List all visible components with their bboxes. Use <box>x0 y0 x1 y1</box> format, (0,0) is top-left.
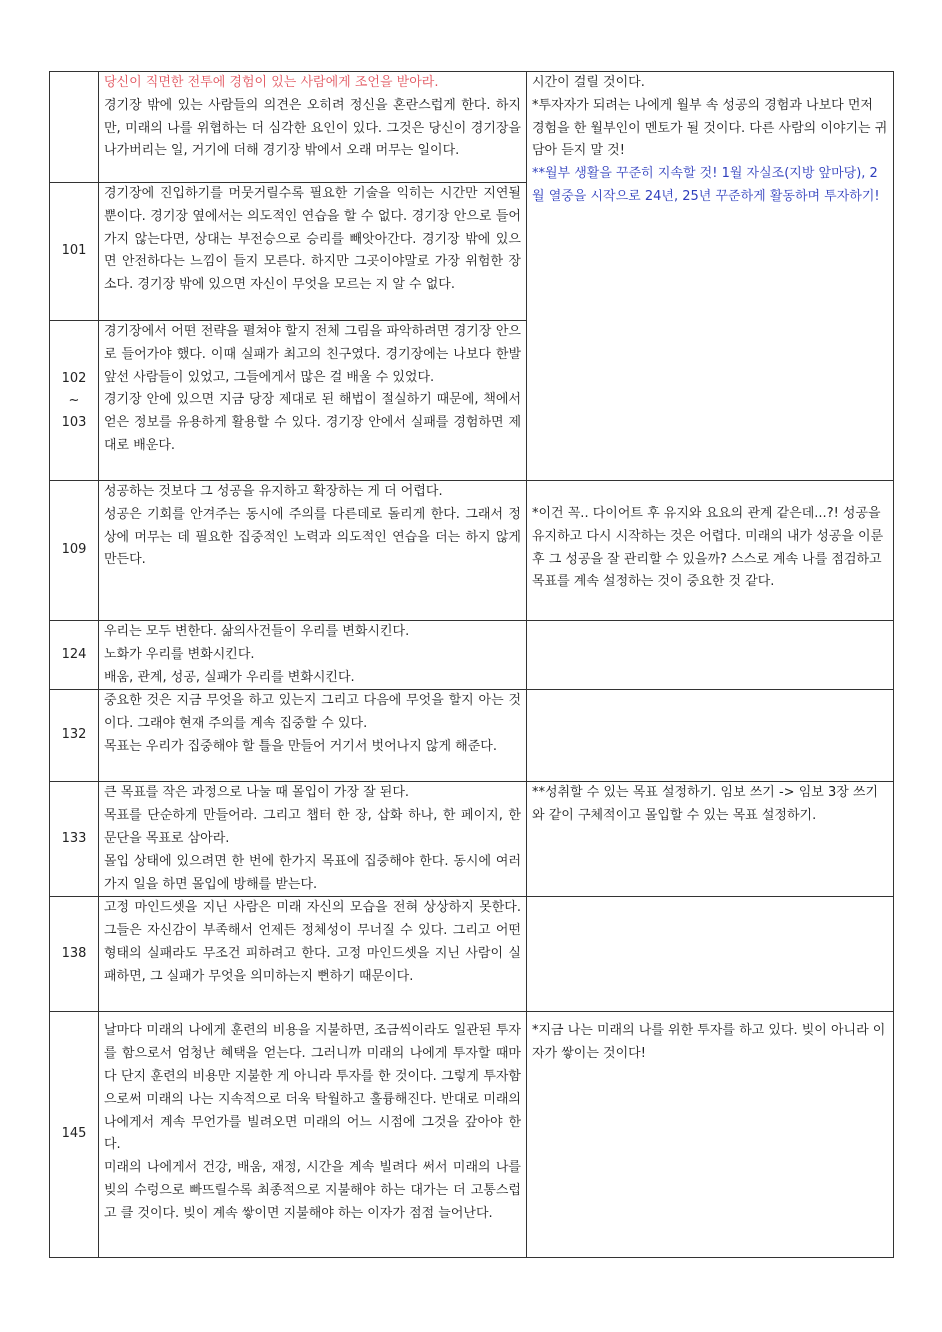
memo-paragraph: *이건 꼭.. 다이어트 후 유지와 요요의 관계 같은데...?! 성공을 유지하고 다시 시작하는 것은 어렵다. 미래의 내가 성공을 이룬 후 그 성공을 잘 관리할 수 있을까? 스스로 계속 나를 점검하고 목표를 계속 설정하는 것이 중요한 것 같다. <box>532 506 884 590</box>
quote-paragraph: 중요한 것은 지금 무엇을 하고 있는지 그리고 다음에 무엇을 할지 아는 것이다. 그래야 현재 주의를 계속 집중할 수 있다. <box>104 693 521 732</box>
memo-paragraph: **성취할 수 있는 목표 설정하기. 임보 쓰기 -> 임보 3장 쓰기와 같이 구체적이고 몰입할 수 있는 목표 설정하기. <box>532 785 879 824</box>
page-number-cell <box>50 183 99 321</box>
quote-cell <box>99 321 527 481</box>
page-number-cell <box>50 897 99 1012</box>
quote-paragraph: 미래의 나에게서 건강, 배움, 재정, 시간을 계속 빌려다 써서 미래의 나를 빚의 수렁으로 빠뜨릴수록 최종적으로 지불해야 하는 대가는 더 고통스럽고 클 것이다. 빚이 계속 쌓이면 지불해야 하는 이자가 점점 늘어난다. <box>104 1160 521 1221</box>
quote-paragraph: 우리는 모두 변한다. 삶의사건들이 우리를 변화시킨다. <box>104 624 410 639</box>
page-number-cell <box>50 72 99 183</box>
quote-cell <box>99 782 527 897</box>
quote-paragraph: 배움, 관계, 성공, 실패가 우리를 변화시킨다. <box>104 669 355 685</box>
memo-paragraph: 시간이 걸릴 것이다. <box>532 75 645 90</box>
quote-paragraph: 목표를 단순하게 만들어라. 그리고 챕터 한 장, 삽화 하나, 한 페이지, 한 문단을 목표로 삼아라. <box>104 808 521 846</box>
table-row <box>50 782 894 897</box>
page-number: 132 <box>61 727 87 743</box>
quote-cell <box>99 72 527 183</box>
quote-paragraph: 경기장 밖에 있는 사람들의 의견은 오히려 정신을 혼란스럽게 한다. 하지만, 미래의 나를 위협하는 더 심각한 요인이 있다. 그것은 당신이 경기장을 나가버리는 일, 거기에 더해 경기장 밖에서 오래 머무는 일이다. <box>104 97 521 159</box>
memo-highlight: **월부 생활을 꾸준히 지속할 것! 1월 자실조(지방 앞마당), 2월 열중을 시작으로 24년, 25년 꾸준하게 활동하며 투자하기! <box>532 166 880 204</box>
highlight-quote: 당신이 직면한 전투에 경험이 있는 사람에게 조언을 받아라. <box>104 75 439 90</box>
table-row <box>50 690 894 782</box>
page-number: 124 <box>61 646 87 662</box>
quote-cell <box>99 481 527 621</box>
page-number: 109 <box>61 542 87 558</box>
memo-cell <box>527 621 894 690</box>
reading-notes-table <box>49 71 894 1258</box>
table-row <box>50 481 894 621</box>
memo-cell <box>527 690 894 782</box>
page-number: 101 <box>61 243 87 259</box>
page-number: 138 <box>61 945 87 961</box>
quote-cell <box>99 183 527 321</box>
quote-paragraph: 경기장에서 어떤 전략을 펼쳐야 할지 전체 그림을 파악하려면 경기장 안으로 들어가야 했다. 이때 실패가 최고의 친구였다. 경기장에는 나보다 한발 앞선 사람들이 있었고, 그들에게서 많은 걸 배울 수 있었다. <box>104 324 521 385</box>
page-number-end: 103 <box>61 414 87 430</box>
quote-cell <box>99 690 527 782</box>
table-row <box>50 72 894 183</box>
memo-paragraph: *지금 나는 미래의 나를 위한 투자를 하고 있다. 빚이 아니라 이자가 쌓이는 것이다! <box>532 1023 886 1062</box>
quote-paragraph: 날마다 미래의 나에게 훈련의 비용을 지불하면, 조금씩이라도 일관된 투자를 함으로서 엄청난 혜택을 얻는다. 그러니까 미래의 나에게 투자할 때마다 단지 훈련의 비용만 지불한 게 아니라 투자를 한 것이다. 그렇게 투자함으로써 미래의 나는 지속적으로 더욱 탁월하고 훌륭해진다. 반대로 미래의 나에게서 계속 무언가를 빌려오면 미래의 어느 시점에 그것을 갚아야 한다. <box>104 1023 521 1153</box>
page-number-cell <box>50 621 99 690</box>
quote-cell <box>99 897 527 1012</box>
quote-paragraph: 경기장에 진입하기를 머뭇거릴수록 필요한 기술을 익히는 시간만 지연될 뿐이다. 경기장 옆에서는 의도적인 연습을 할 수 없다. 경기장 안으로 들어가지 않는다면, 상대는 부전승으로 승리를 빼앗아간다. 경기장 밖에 있으면 안전하다는 느낌이 들지 모른다. 하지만 그곳이야말로 가장 위험한 장소다. 경기장 밖에 있으면 자신이 무엇을 모르는 지 알 수 없다. <box>104 186 521 293</box>
memo-cell <box>527 1012 894 1258</box>
table-row <box>50 897 894 1012</box>
page-number-cell <box>50 690 99 782</box>
page-number: 133 <box>61 830 87 846</box>
quote-paragraph: 목표는 우리가 집중해야 할 틀을 만들어 거기서 벗어나지 않게 해준다. <box>104 738 497 754</box>
memo-cell <box>527 72 894 481</box>
quote-paragraph: 경기장 안에 있으면 지금 당장 제대로 된 해법이 절실하기 때문에, 책에서 얻은 정보를 유용하게 활용할 수 있다. 경기장 안에서 실패를 경험하면 제대로 배운다. <box>104 392 521 453</box>
page-number: 145 <box>61 1126 87 1142</box>
memo-cell <box>527 481 894 621</box>
page-number-cell <box>50 321 99 481</box>
quote-paragraph: 노화가 우리를 변화시킨다. <box>104 646 255 662</box>
page-number-cell <box>50 782 99 897</box>
page-number-cell <box>50 481 99 621</box>
quote-paragraph: 성공은 기회를 안겨주는 동시에 주의를 다른데로 돌리게 한다. 그래서 정상에 머무는 데 필요한 집중적인 노력과 의도적인 연습을 더는 하지 않게 만든다. <box>104 506 521 568</box>
table-row <box>50 1012 894 1258</box>
quote-paragraph: 몰입 상태에 있으려면 한 번에 한가지 목표에 집중해야 한다. 동시에 여러 가지 일을 하면 몰입에 방해를 받는다. <box>104 853 521 892</box>
page-number-cell <box>50 1012 99 1258</box>
quote-cell <box>99 621 527 690</box>
table-row <box>50 621 894 690</box>
quote-paragraph: 고정 마인드셋을 지닌 사람은 미래 자신의 모습을 전혀 상상하지 못한다. 그들은 자신감이 부족해서 언제든 정체성이 무너질 수 있다. 그리고 어떤 형태의 실패라도 무조건 피하려고 한다. 고정 마인드셋을 지닌 사람이 실패하면, 그 실패가 무엇을 의미하는지 뻔하기 때문이다. <box>104 900 521 984</box>
memo-cell <box>527 897 894 1012</box>
memo-paragraph: *투자자가 되려는 나에게 월부 속 성공의 경험과 나보다 먼저 경험을 한 월부인이 멘토가 될 것이다. 다른 사람의 이야기는 귀담아 듣지 말 것! <box>532 97 888 159</box>
page-number-start: 102 <box>61 370 87 386</box>
memo-cell <box>527 782 894 897</box>
quote-paragraph: 성공하는 것보다 그 성공을 유지하고 확장하는 게 더 어렵다. <box>104 484 443 499</box>
quote-paragraph: 큰 목표를 작은 과정으로 나눌 때 몰입이 가장 잘 된다. <box>104 785 410 801</box>
page-range-tilde: ~ <box>68 392 80 408</box>
quote-cell <box>99 1012 527 1258</box>
